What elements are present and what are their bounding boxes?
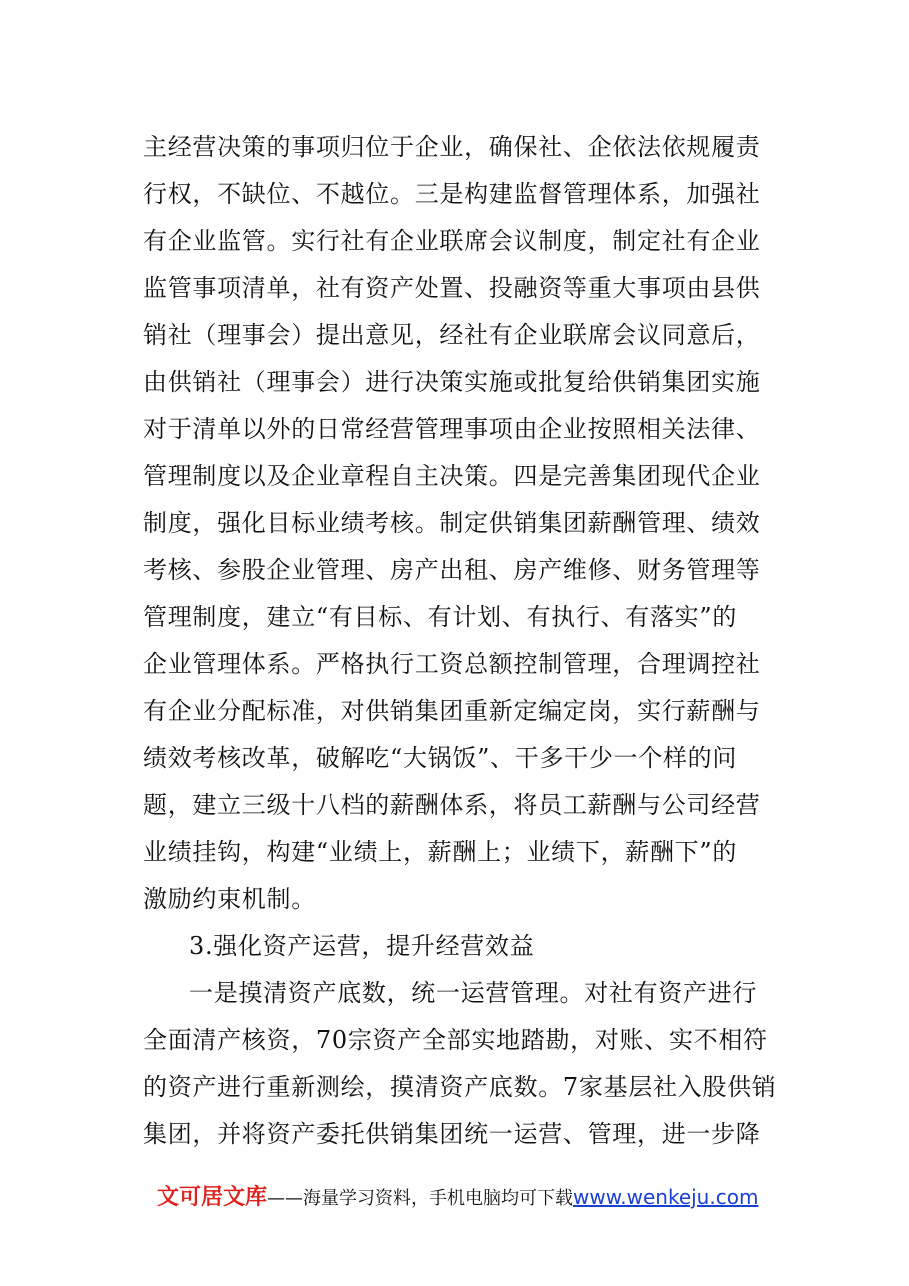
body-line: 监管事项清单，社有资产处置、投融资等重大事项由县供 — [143, 274, 761, 302]
body-line: 销社（理事会）提出意见，经社有企业联席会议同意后， — [143, 321, 761, 349]
footer-url-link[interactable]: www.wenkeju.com — [573, 1185, 759, 1209]
body-line: 绩效考核改革，破解吃“大锅饭”、干多干少一个样的问 — [143, 744, 738, 772]
section-line: 集团，并将资产委托供销集团统一运营、管理，进一步降 — [143, 1120, 761, 1148]
body-line: 考核、参股企业管理、房产出租、房产维修、财务管理等 — [143, 556, 761, 584]
section-heading: 3.强化资产运营，提升经营效益 — [189, 932, 535, 960]
body-line: 管理制度以及企业章程自主决策。四是完善集团现代企业 — [143, 462, 761, 490]
footer-slogan: ——海量学习资料，手机电脑均可下载 — [267, 1188, 574, 1209]
section-line: 一是摸清资产底数，统一运营管理。对社有资产进行 — [189, 979, 758, 1007]
body-line: 有企业分配标准，对供销集团重新定编定岗，实行薪酬与 — [143, 697, 761, 725]
section-line: 全面清产核资，70宗资产全部实地踏勘，对账、实不相符 — [143, 1026, 768, 1054]
footer-banner — [157, 1180, 758, 1214]
body-line: 管理制度，建立“有目标、有计划、有执行、有落实”的 — [143, 603, 738, 631]
section-line: 的资产进行重新测绘，摸清资产底数。7家基层社入股供销 — [143, 1073, 777, 1101]
body-line: 对于清单以外的日常经营管理事项由企业按照相关法律、 — [143, 415, 761, 443]
body-line: 业绩挂钩，构建“业绩上，薪酬上；业绩下，薪酬下”的 — [143, 838, 738, 866]
footer-brand: 文可居文库 — [157, 1185, 268, 1210]
document-body — [143, 124, 777, 1158]
body-line: 有企业监管。实行社有企业联席会议制度，制定社有企业 — [143, 227, 761, 255]
body-line: 企业管理体系。严格执行工资总额控制管理，合理调控社 — [143, 650, 761, 678]
body-line: 激励约束机制。 — [143, 885, 316, 913]
body-line: 行权，不缺位、不越位。三是构建监督管理体系，加强社 — [143, 180, 761, 208]
body-line: 主经营决策的事项归位于企业，确保社、企依法依规履责 — [143, 133, 761, 161]
body-line: 题，建立三级十八档的薪酬体系，将员工薪酬与公司经营 — [143, 791, 761, 819]
body-line: 由供销社（理事会）进行决策实施或批复给供销集团实施 — [143, 368, 761, 396]
body-line: 制度，强化目标业绩考核。制定供销集团薪酬管理、绩效 — [143, 509, 761, 537]
